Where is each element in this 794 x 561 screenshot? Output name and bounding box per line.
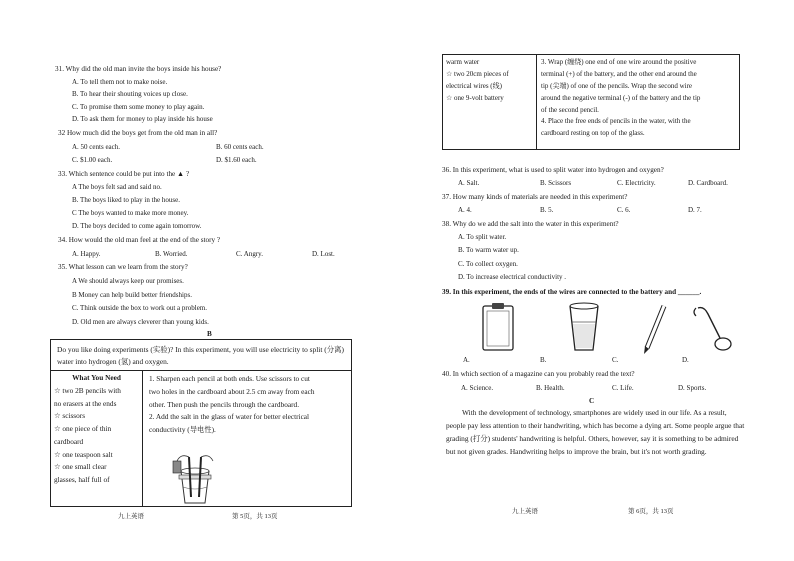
- step-line: 2. Add the salt in the glass of water for better electrical: [149, 412, 310, 422]
- footer-page-number: 第 5页，共 13页: [232, 513, 278, 520]
- q31-stem: 31. Why did the old man invite the boys inside his house?: [55, 65, 222, 73]
- steps-column: [143, 370, 352, 507]
- q39-option-b[interactable]: B.: [540, 356, 547, 364]
- materials-item: electrical wires (线): [446, 81, 502, 90]
- footer-subject: 九上英语: [118, 513, 144, 520]
- step-line: 1. Sharpen each pencil at both ends. Use scissors to cut: [149, 374, 310, 383]
- q38-option-b[interactable]: B. To warm water up.: [458, 246, 519, 254]
- q37-option-d[interactable]: D. 7.: [688, 206, 702, 214]
- q40-option-c[interactable]: C. Life.: [612, 384, 634, 392]
- materials-item: ☆ one piece of thin: [54, 424, 112, 434]
- q33-option-b[interactable]: B. The boys liked to play in the house.: [72, 196, 180, 204]
- ladle-icon: [690, 304, 734, 354]
- q32-option-d[interactable]: D. $1.60 each.: [216, 156, 257, 164]
- q31-option-d[interactable]: D. To ask them for money to play inside his house: [72, 115, 213, 123]
- q31-option-b[interactable]: B. To hear their shouting voices up close.: [72, 90, 188, 98]
- step-line: 3. Wrap (缠绕) one end of one wire around the positive: [541, 58, 697, 66]
- q32-option-a[interactable]: A. 50 cents each.: [72, 143, 121, 151]
- q32-option-c[interactable]: C. $1.00 each.: [72, 156, 113, 164]
- q38-stem: 38. Why do we add the salt into the water in this experiment?: [442, 220, 619, 228]
- materials-item: ☆ one 9-volt battery: [446, 93, 504, 102]
- experiment-illustration: [171, 451, 219, 507]
- q35-option-b[interactable]: B Money can help build better friendships.: [72, 291, 192, 299]
- q35-option-a[interactable]: A We should always keep our promises.: [72, 277, 184, 285]
- experiment-box: [50, 339, 352, 507]
- q36-stem: 36. In this experiment, what is used to split water into hydrogen and oxygen?: [442, 166, 664, 174]
- step-line: conductivity (导电性).: [149, 425, 216, 435]
- materials-column: [51, 370, 143, 507]
- q33-option-c[interactable]: C The boys wanted to make more money.: [72, 209, 189, 217]
- q36-option-a[interactable]: A. Salt.: [458, 179, 480, 187]
- section-b-label: B: [207, 330, 212, 338]
- materials-item: warm water: [446, 58, 480, 66]
- glass-of-water-icon: [566, 300, 602, 354]
- q32-option-b[interactable]: B. 60 cents each.: [216, 143, 264, 151]
- q37-option-b[interactable]: B. 5.: [540, 206, 554, 214]
- step-line: 4. Place the free ends of pencils in the water, with the: [541, 117, 691, 126]
- materials-item: ☆ one teaspoon salt: [54, 449, 113, 459]
- passage-c-text: With the development of technology, smartphones are widely used in our life. As a result, people pay less attention to their handwriting, which has become a dying art. Some people argue that grading (打分) students' handwriting is helpful. Others, however, say it is something to be admired but not given grades. Handwriting helps to improve the brain, but it's not worth grading.: [446, 408, 745, 456]
- step-line: tip (尖端) of one of the pencils. Wrap the second wire: [541, 81, 693, 90]
- materials-item: glasses, half full of: [54, 475, 110, 485]
- q38-option-a[interactable]: A. To split water.: [458, 233, 507, 241]
- q39-option-d[interactable]: D.: [682, 356, 689, 364]
- q39-stem: 39. In this experiment, the ends of the wires are connected to the battery and ______.: [442, 288, 702, 296]
- q34-stem: 34. How would the old man feel at the end of the story ?: [58, 236, 221, 244]
- steps-column-continued: [537, 55, 740, 142]
- q37-option-a[interactable]: A. 4.: [458, 206, 472, 214]
- materials-item: no erasers at the ends: [54, 398, 117, 408]
- step-line: terminal (+) of the battery, and the other end around the: [541, 69, 697, 78]
- steps-list: [143, 371, 352, 437]
- materials-item: ☆ two 2B pencils with: [54, 385, 121, 395]
- footer-page-number-right: 第 6页，共 13页: [628, 508, 674, 515]
- q39-option-c[interactable]: C.: [612, 356, 619, 364]
- materials-item: ☆ one small clear: [54, 462, 107, 472]
- step-line: around the negative terminal (-) of the battery and the tip: [541, 93, 701, 102]
- q31-option-a[interactable]: A. To tell them not to make noise.: [72, 78, 168, 86]
- q40-option-d[interactable]: D. Sports.: [678, 384, 707, 392]
- q32-stem: 32 How much did the boys get from the old man in all?: [58, 129, 218, 137]
- q34-option-a[interactable]: A. Happy.: [72, 250, 101, 258]
- q33-stem: 33. Which sentence could be put into the ▲ ?: [58, 170, 190, 178]
- q38-option-d[interactable]: D. To increase electrical conductivity .: [458, 273, 567, 281]
- q33-option-a[interactable]: A The boys felt sad and said no.: [72, 183, 162, 191]
- materials-title: What You Need: [72, 373, 121, 382]
- passage-b-intro: Do you like doing experiments (实验)? In this experiment, you will use electricity to split (分离) water into hydrogen (氢) and oxygen.: [57, 345, 344, 366]
- pencil-icon: [640, 302, 670, 356]
- materials-column-continued: [443, 55, 537, 149]
- q34-option-b[interactable]: B. Worried.: [155, 250, 188, 258]
- q35-stem: 35. What lesson can we learn from the story?: [58, 263, 188, 271]
- q33-option-d[interactable]: D. The boys decided to come again tomorrow.: [72, 222, 202, 230]
- q37-option-c[interactable]: C. 6.: [617, 206, 631, 214]
- q40-stem: 40. In which section of a magazine can you probably read the text?: [442, 370, 635, 378]
- materials-item: ☆ scissors: [54, 411, 86, 421]
- footer-subject-right: 九上英语: [512, 508, 538, 515]
- step-line: of the second pencil.: [541, 105, 599, 114]
- materials-item: cardboard: [54, 436, 84, 446]
- q34-option-d[interactable]: D. Lost.: [312, 250, 335, 258]
- q35-option-d[interactable]: D. Old men are always cleverer than young kids.: [72, 318, 209, 326]
- q38-option-c[interactable]: C. To collect oxygen.: [458, 260, 518, 268]
- q40-option-a[interactable]: A. Science.: [461, 384, 494, 392]
- q36-option-b[interactable]: B. Scissors: [540, 179, 572, 187]
- q34-option-c[interactable]: C. Angry.: [236, 250, 263, 258]
- step-line: cardboard resting on top of the glass.: [541, 129, 645, 138]
- q31-option-c[interactable]: C. To promise them some money to play again.: [72, 103, 205, 111]
- q40-option-b[interactable]: B. Health.: [536, 384, 565, 392]
- experiment-box-continued: [442, 54, 740, 150]
- clipboard-icon: [480, 302, 516, 352]
- q36-option-c[interactable]: C. Electricity.: [617, 179, 656, 187]
- step-line: other. Then push the pencils through the cardboard.: [149, 399, 300, 409]
- q36-option-d[interactable]: D. Cardboard.: [688, 179, 728, 187]
- section-c-label: C: [589, 397, 595, 405]
- materials-list: [51, 385, 142, 487]
- q39-option-a[interactable]: A.: [463, 356, 470, 364]
- materials-item: ☆ two 20cm pieces of: [446, 69, 509, 78]
- q37-stem: 37. How many kinds of materials are needed in this experiment?: [442, 193, 628, 201]
- q35-option-c[interactable]: C. Think outside the box to work out a problem.: [72, 304, 207, 312]
- step-line: two holes in the cardboard about 2.5 cm away from each: [149, 386, 315, 396]
